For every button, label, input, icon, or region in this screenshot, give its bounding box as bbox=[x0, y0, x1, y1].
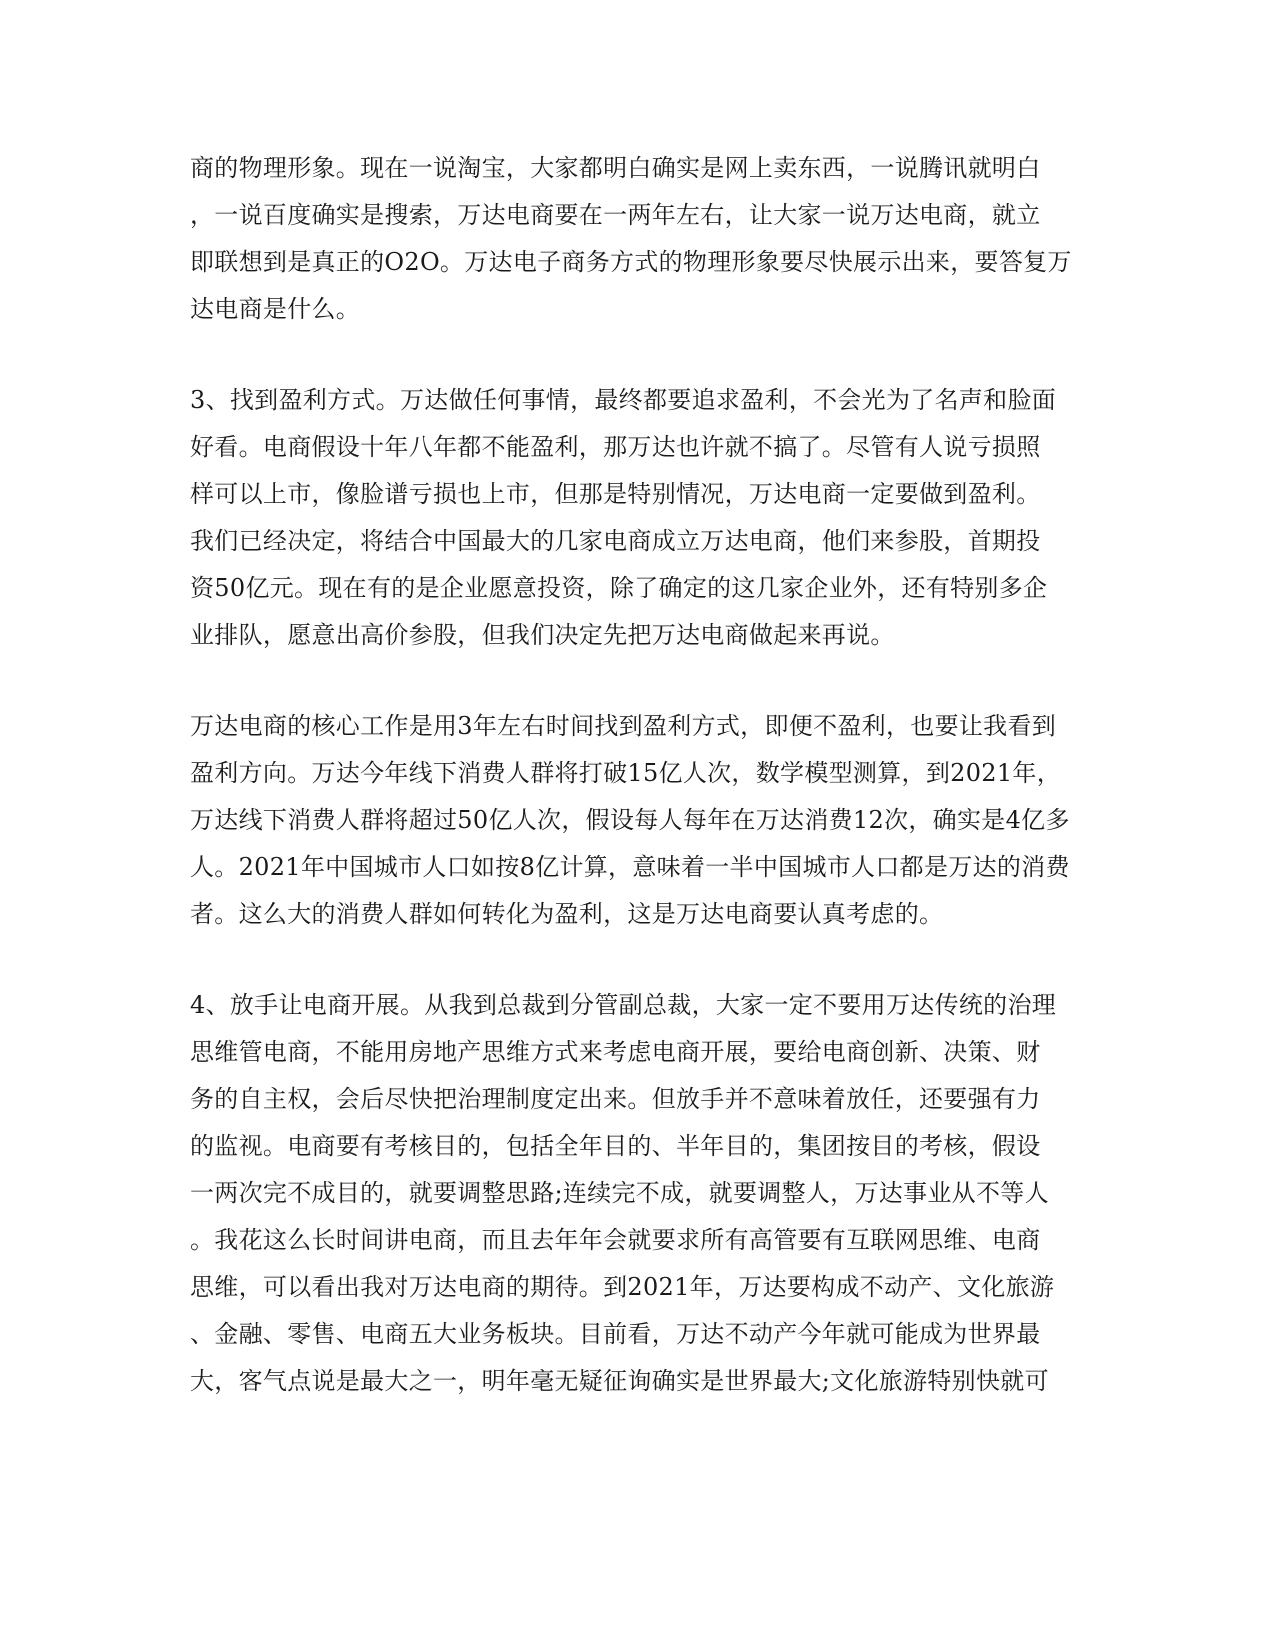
text-line: 万达线下消费人群将超过50亿人次，假设每人每年在万达消费12次，确实是4亿多 bbox=[190, 806, 1070, 834]
text-line: 思维管电商，不能用房地产思维方式来考虑电商开展，要给电商创新、决策、财 bbox=[190, 1038, 1041, 1066]
text-line: 盈利方向。万达今年线下消费人群将打破15亿人次，数学模型测算，到2021年， bbox=[190, 759, 1062, 787]
text-line: 万达电商的核心工作是用3年左右时间找到盈利方式，即便不盈利，也要让我看到 bbox=[190, 712, 1057, 740]
text-line: 人。2021年中国城市人口如按8亿计算，意味着一半中国城市人口都是万达的消费 bbox=[190, 853, 1070, 881]
text-line: 一两次完不成目的，就要调整思路;连续完不成，就要调整人，万达事业从不等人 bbox=[190, 1179, 1049, 1207]
text-line: 的监视。电商要有考核目的，包括全年目的、半年目的，集团按目的考核，假设 bbox=[190, 1132, 1041, 1160]
text-line: 务的自主权，会后尽快把治理制度定出来。但放手并不意味着放任，还要强有力 bbox=[190, 1085, 1041, 1113]
text-line: 好看。电商假设十年八年都不能盈利，那万达也许就不搞了。尽管有人说亏损照 bbox=[190, 433, 1041, 461]
text-line: 者。这么大的消费人群如何转化为盈利，这是万达电商要认真考虑的。 bbox=[190, 900, 944, 928]
text-line: 思维，可以看出我对万达电商的期待。到2021年，万达要构成不动产、文化旅游 bbox=[190, 1273, 1055, 1301]
text-line: 。我花这么长时间讲电商，而且去年年会就要求所有高管要有互联网思维、电商 bbox=[190, 1226, 1041, 1254]
text-line: 4、放手让电商开展。从我到总裁到分管副总裁，大家一定不要用万达传统的治理 bbox=[190, 991, 1057, 1019]
text-line: 、金融、零售、电商五大业务板块。目前看，万达不动产今年就可能成为世界最 bbox=[190, 1320, 1041, 1348]
text-line: ，一说百度确实是搜索，万达电商要在一两年左右，让大家一说万达电商，就立 bbox=[190, 201, 1041, 229]
text-line: 商的物理形象。现在一说淘宝，大家都明白确实是网上卖东西，一说腾讯就明白 bbox=[190, 154, 1041, 182]
text-line: 3、找到盈利方式。万达做任何事情，最终都要追求盈利，不会光为了名声和脸面 bbox=[190, 386, 1057, 414]
text-line: 即联想到是真正的O2O。万达电子商务方式的物理形象要尽快展示出来，要答复万 bbox=[190, 248, 1072, 276]
text-line: 我们已经决定，将结合中国最大的几家电商成立万达电商，他们来参股，首期投 bbox=[190, 527, 1041, 555]
text-line: 资50亿元。现在有的是企业愿意投资，除了确定的这几家企业外，还有特别多企 bbox=[190, 574, 1048, 602]
text-line: 样可以上市，像脸谱亏损也上市，但那是特别情况，万达电商一定要做到盈利。 bbox=[190, 480, 1041, 508]
text-line: 达电商是什么。 bbox=[190, 295, 361, 323]
text-line: 大，客气点说是最大之一，明年毫无疑征询确实是世界最大;文化旅游特别快就可 bbox=[190, 1367, 1049, 1395]
text-line: 业排队，愿意出高价参股，但我们决定先把万达电商做起来再说。 bbox=[190, 621, 895, 649]
